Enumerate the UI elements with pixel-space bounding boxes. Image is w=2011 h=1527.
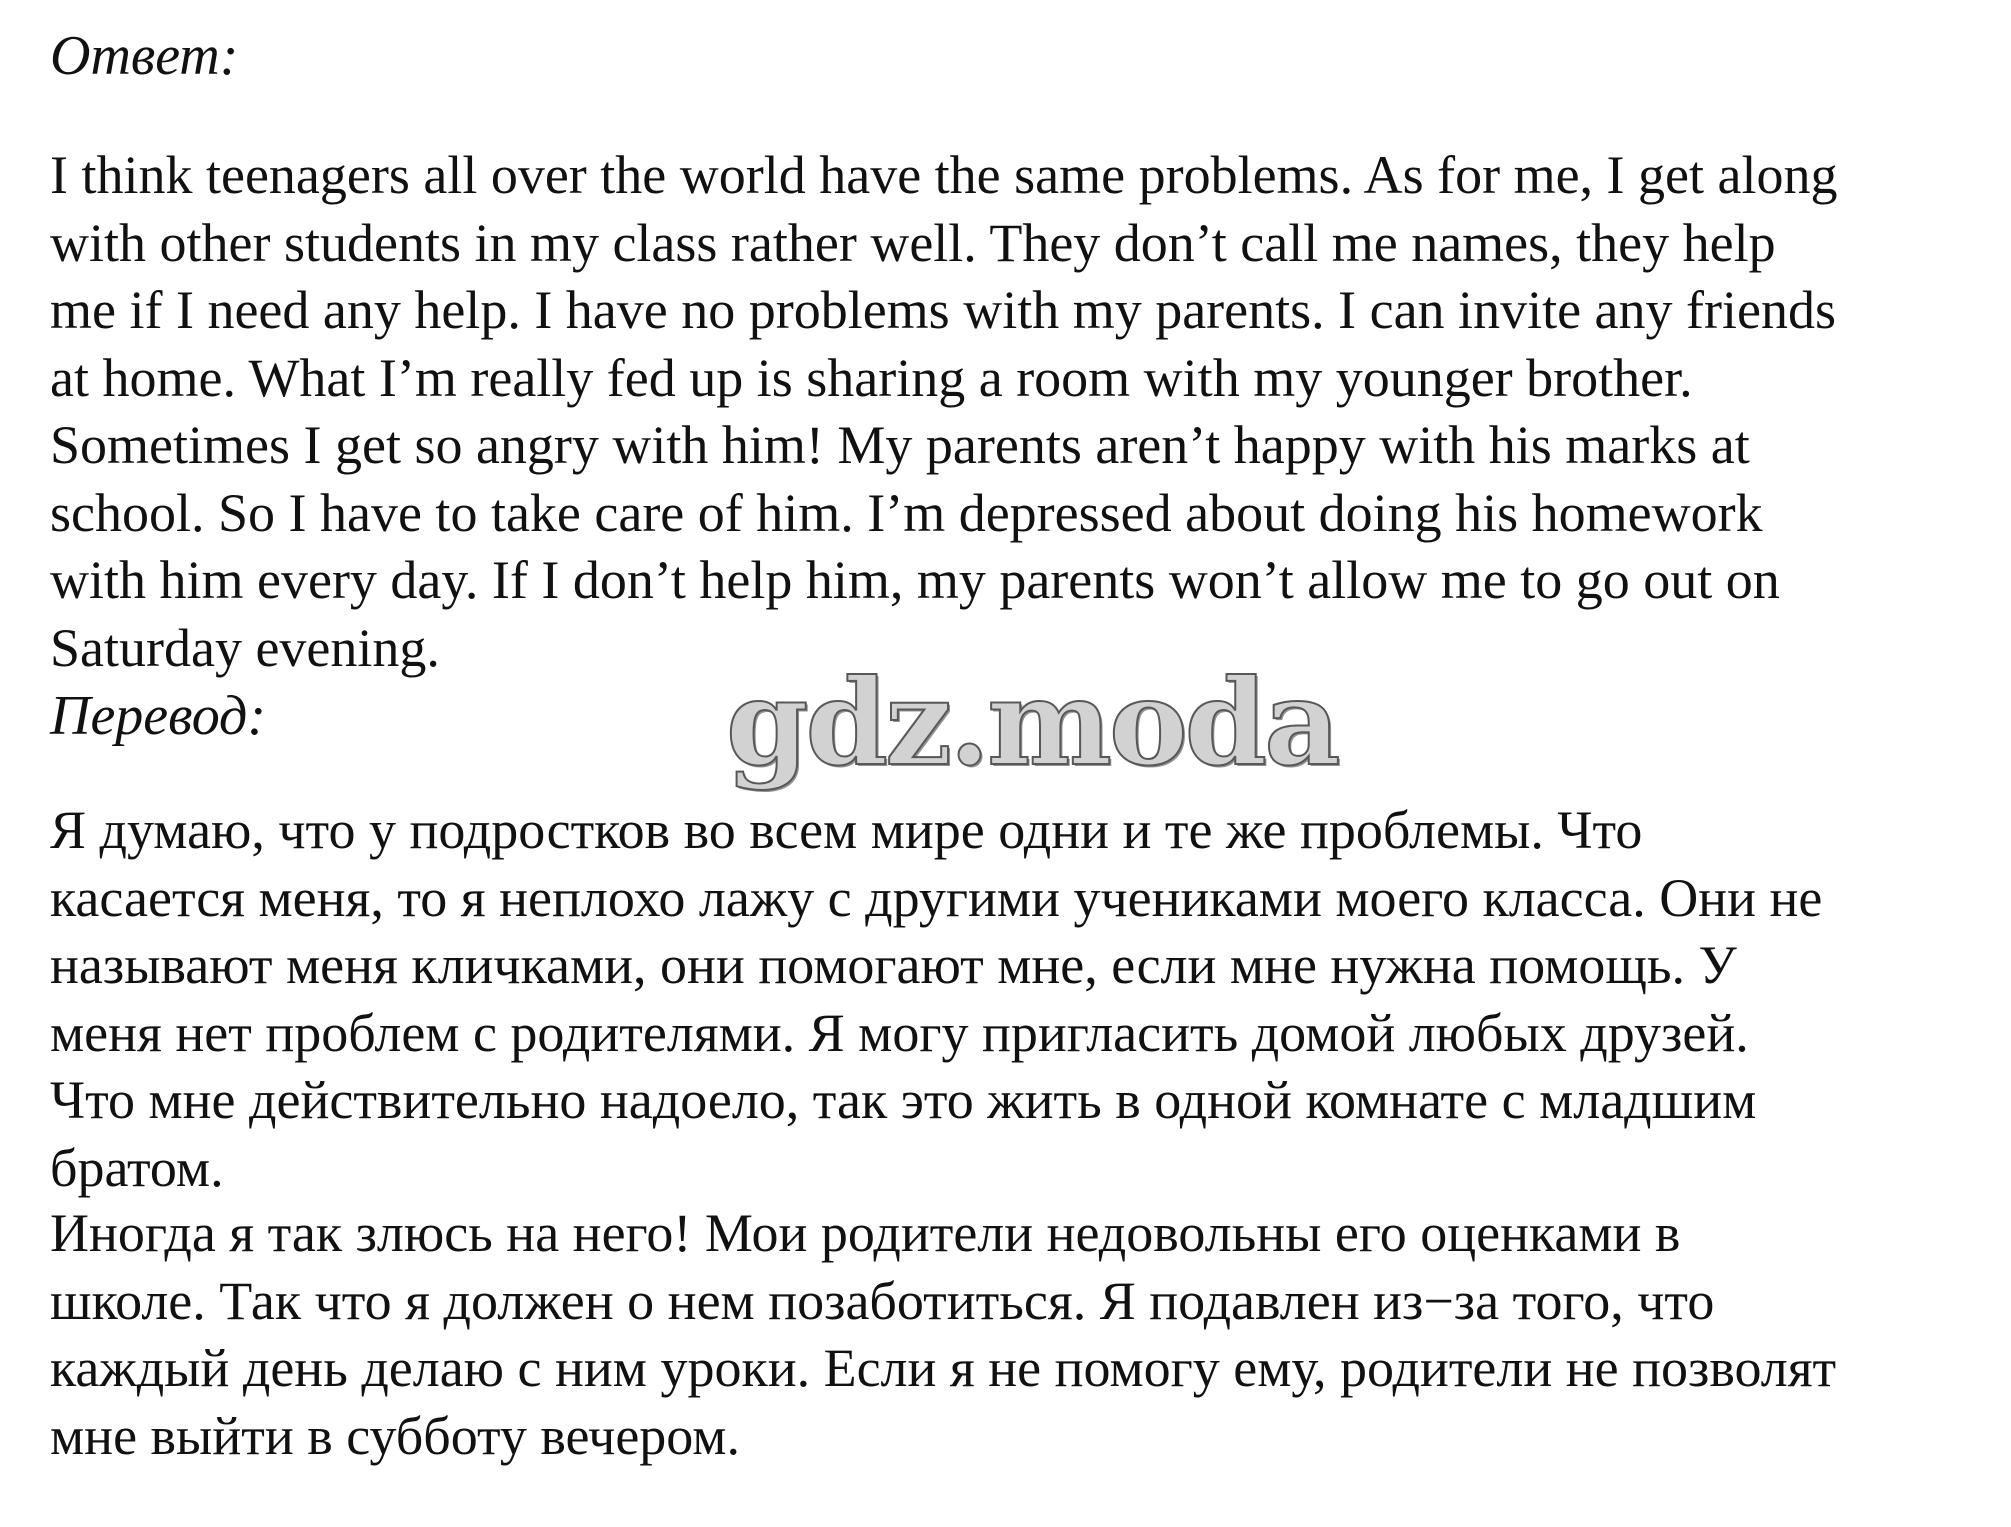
text-line: school. So I have to take care of him. I’m depressed about doing his homework (50, 482, 1763, 543)
text-line: Я думаю, что у подростков во всем мире одни и те же проблемы. Что (50, 800, 1643, 860)
watermark-logo: gdz.moda (726, 653, 1338, 792)
text-line: me if I need any help. I have no problems with my parents. I can invite any friends (50, 280, 1836, 340)
text-line: Sometimes I get so angry with him! My parents aren’t happy with his marks at (50, 415, 1750, 475)
text-line: школе. Так что я должен о нем позаботиться. Я подавлен из−за того, что (50, 1270, 1715, 1331)
russian-translation-paragraph-1 (50, 797, 2000, 1202)
text-line: братом. (50, 1137, 224, 1198)
text-line: Saturday evening. (50, 617, 440, 678)
english-answer-paragraph (50, 142, 2000, 682)
text-line: with him every day. If I don’t help him, my parents won’t allow me to go out on (50, 550, 1780, 610)
text-line: Иногда я так злюсь на него! Мои родители недовольны его оценками в (50, 1203, 1681, 1263)
text-line: каждый день делаю с ним уроки. Если я не помогу ему, родители не позволят (50, 1338, 1837, 1398)
text-line: меня нет проблем с родителями. Я могу пригласить домой любых друзей. (50, 1002, 1749, 1063)
text-line: with other students in my class rather well. They don’t call me names, they help (50, 212, 1776, 273)
text-line: мне выйти в субботу вечером. (50, 1405, 740, 1466)
text-line: касается меня, то я неплохо лажу с другими учениками моего класса. Они не (50, 867, 1823, 928)
answer-heading: Ответ: (50, 25, 239, 87)
text-line: называют меня кличками, они помогают мне, если мне нужна помощь. У (50, 935, 1737, 995)
text-line: Что мне действительно надоело, так это жить в одной комнате с младшим (50, 1070, 1757, 1130)
russian-translation-paragraph-2 (50, 1200, 2000, 1470)
text-line: at home. What I’m really fed up is sharing a room with my younger brother. (50, 347, 1693, 408)
translation-heading: Перевод: (50, 685, 266, 747)
text-line: I think teenagers all over the world have the same problems. As for me, I get along (50, 145, 1838, 205)
